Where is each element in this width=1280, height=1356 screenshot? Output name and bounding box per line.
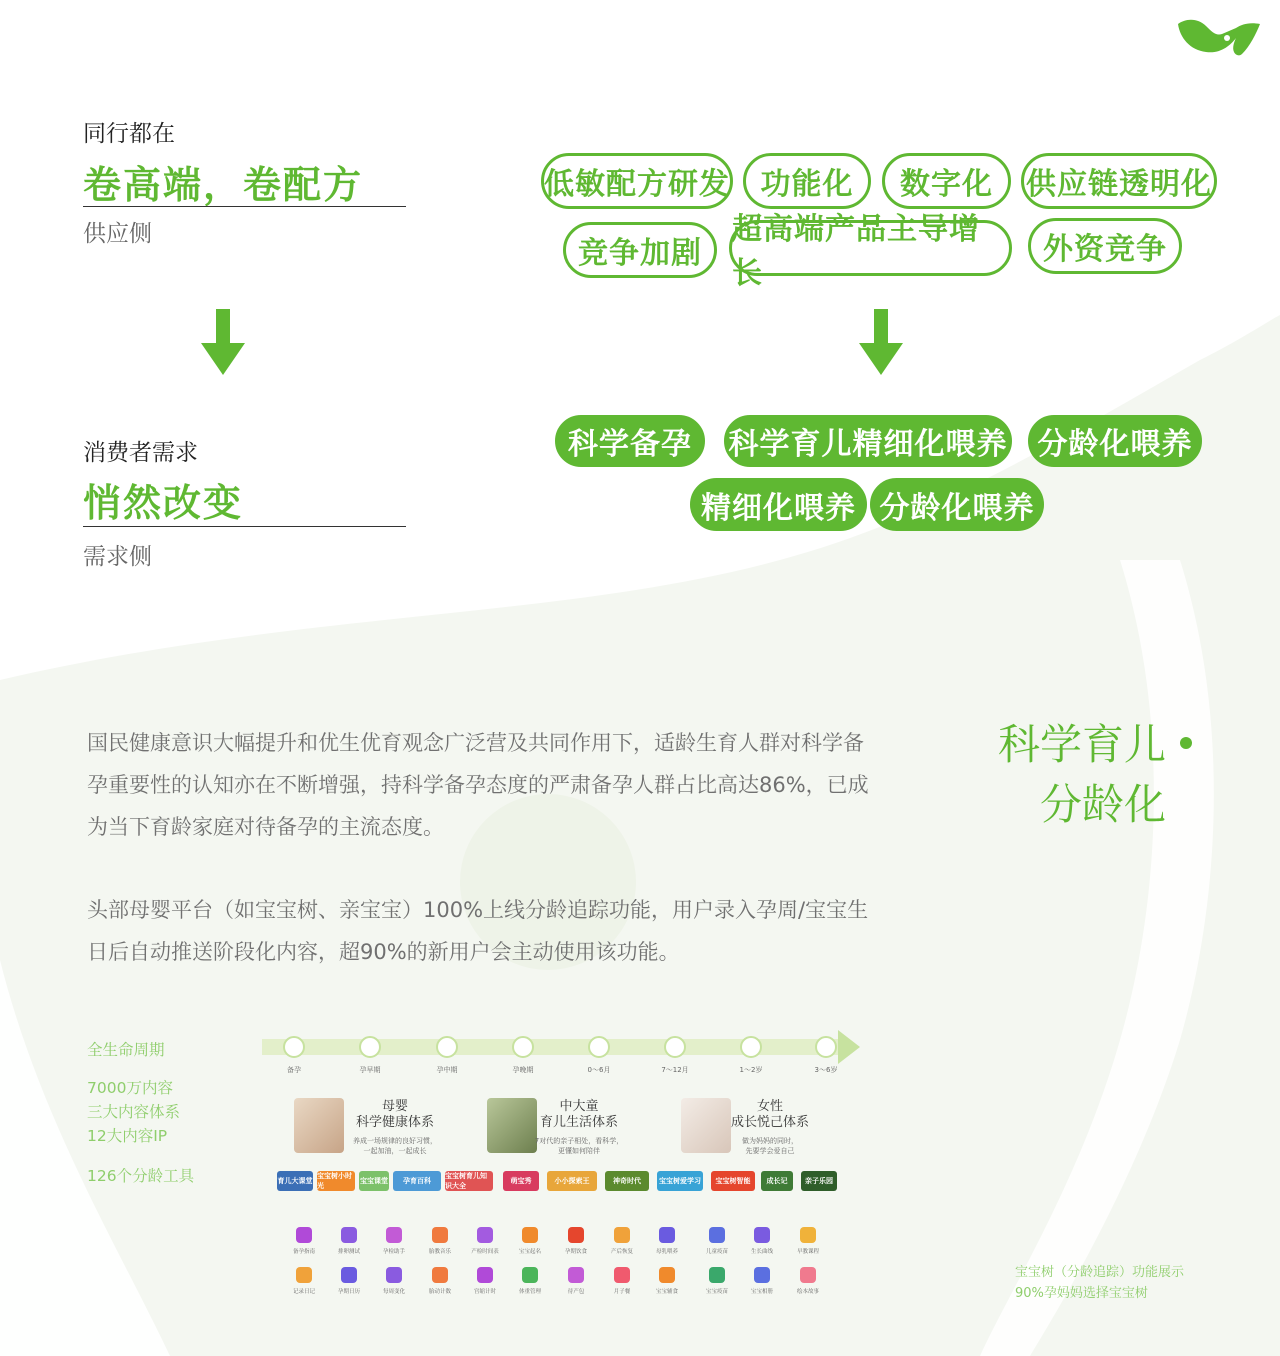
system-desc: 养成一场规律的良好习惯，	[353, 1137, 437, 1145]
tool-icon	[432, 1227, 448, 1243]
ip-logo: 萌宝秀	[503, 1171, 539, 1191]
stage-label: 孕早期	[359, 1066, 381, 1074]
ip-logo: 育儿大课堂	[277, 1171, 313, 1191]
tool-label: 宝宝疫苗	[705, 1289, 728, 1295]
ip-logo: 宝宝课堂	[359, 1171, 389, 1191]
tool-icon	[477, 1267, 493, 1283]
ip-logo: 小小探索王	[547, 1171, 597, 1191]
ip-logo: 神奇时代	[605, 1171, 649, 1191]
tool-icon	[614, 1227, 630, 1243]
supply-tag: 竞争加剧	[563, 222, 717, 278]
system-desc: 更懂如何陪伴	[558, 1147, 600, 1155]
tool-label: 待产包	[567, 1289, 585, 1295]
body-paragraph: 国民健康意识大幅提升和优生优育观念广泛营及共同作用下，适龄生育人群对科学备孕重要性的认知亦在不断增强，持科学备孕态度的严肃备孕人群占比高达86%，已成为当下育龄家庭对待备孕的主流态度。	[87, 731, 869, 839]
supply-tag: 低敏配方研发	[541, 153, 733, 209]
tool-label: 生长曲线	[750, 1249, 773, 1255]
ip-logo: 宝宝树育儿知识大全	[445, 1171, 493, 1191]
figure-caption: 90%孕妈妈选择宝宝树	[1015, 1286, 1148, 1301]
stage-label: 孕中期	[436, 1066, 458, 1074]
tool-icon	[522, 1267, 538, 1283]
tool-icon	[386, 1267, 402, 1283]
tool-icon	[296, 1227, 312, 1243]
tool-icon	[522, 1227, 538, 1243]
stage-icon	[588, 1036, 610, 1058]
down-arrow-icon	[201, 309, 245, 377]
demand-tag: 分龄化喂养	[870, 478, 1044, 531]
brand-logo	[1176, 16, 1262, 58]
stage-label: 7～12月	[661, 1066, 689, 1074]
demand-tag: 分龄化喂养	[1028, 415, 1202, 467]
tool-icon	[659, 1227, 675, 1243]
legend-lifecycle: 全生命周期	[87, 1041, 165, 1059]
demand-tag: 科学育儿精细化喂养	[724, 415, 1012, 467]
tool-label: 体重管理	[518, 1289, 541, 1295]
stage-label: 3～6岁	[814, 1066, 838, 1074]
tool-label: 宝宝相册	[750, 1289, 773, 1295]
stage-label: 0～6月	[587, 1066, 611, 1074]
side-title-line2: 分龄化	[1039, 780, 1166, 829]
tool-icon	[477, 1227, 493, 1243]
supply-tag: 外资竞争	[1028, 218, 1182, 274]
tool-label: 胎动计数	[428, 1289, 451, 1295]
supply-side-label: 供应侧	[83, 221, 152, 247]
tool-label: 早教课程	[796, 1249, 819, 1255]
tool-icon	[754, 1267, 770, 1283]
tool-icon	[341, 1227, 357, 1243]
supply-tag: 超高端产品主导增长	[729, 220, 1012, 276]
supply-tag: 供应链透明化	[1021, 153, 1217, 209]
tool-icon	[800, 1267, 816, 1283]
tool-label: 排卵测试	[337, 1249, 360, 1255]
stage-label: 备孕	[287, 1066, 301, 1074]
demand-side-label: 需求侧	[83, 544, 152, 570]
tool-icon	[614, 1267, 630, 1283]
stage-icon	[664, 1036, 686, 1058]
tool-icon	[568, 1267, 584, 1283]
supply-tag: 数字化	[882, 153, 1011, 209]
demand-tag: 精细化喂养	[690, 478, 867, 531]
tool-label: 胎教音乐	[428, 1249, 451, 1255]
tool-label: 记录日记	[292, 1289, 315, 1295]
tool-label: 宫缩计时	[473, 1289, 496, 1295]
legend-tools: 126个分龄工具	[87, 1167, 195, 1185]
tool-label: 儿童疫苗	[705, 1249, 728, 1255]
tool-icon	[709, 1267, 725, 1283]
tool-label: 孕期日历	[337, 1289, 360, 1295]
stage-icon	[740, 1036, 762, 1058]
system-title: 育儿生活体系	[539, 1115, 618, 1130]
tool-label: 产检时间表	[471, 1249, 499, 1255]
demand-divider	[83, 526, 406, 527]
stage-label: 孕晚期	[512, 1066, 534, 1074]
demand-intro-label: 消费者需求	[83, 440, 198, 466]
legend-stat: 7000万内容	[87, 1079, 173, 1097]
tool-icon	[568, 1227, 584, 1243]
supply-tag: 功能化	[743, 153, 871, 209]
tool-label: 宝宝起名	[518, 1249, 541, 1255]
system-title: 女性	[756, 1099, 783, 1114]
tool-icon	[296, 1267, 312, 1283]
demand-tag: 科学备孕	[555, 415, 705, 467]
tool-label: 母乳喂养	[655, 1249, 678, 1255]
side-title-line1: 科学育儿	[997, 720, 1166, 769]
figure-caption: 宝宝树（分龄追踪）功能展示	[1015, 1265, 1185, 1280]
ip-logo: 成长记	[761, 1171, 793, 1191]
tool-icon	[432, 1267, 448, 1283]
ip-logo: 宝宝树爱学习	[657, 1171, 703, 1191]
legend-stat: 三大内容体系	[87, 1103, 181, 1121]
stage-icon	[436, 1036, 458, 1058]
tool-label: 产后恢复	[610, 1249, 633, 1255]
system-title: 科学健康体系	[355, 1115, 434, 1130]
tool-icon	[754, 1227, 770, 1243]
supply-headline: 卷高端，卷配方	[83, 163, 364, 207]
tool-label: 孕期饮食	[564, 1249, 587, 1255]
stage-icon	[815, 1036, 837, 1058]
system-desc: 7对代的亲子相处，看科学，	[534, 1137, 624, 1145]
tool-label: 宝宝辅食	[655, 1289, 678, 1295]
legend-stat: 12大内容IP	[87, 1127, 168, 1145]
body-paragraph: 头部母婴平台（如宝宝树、亲宝宝）100%上线分龄追踪功能，用户录入孕周/宝宝生日后自动推送阶段化内容，超90%的新用户会主动使用该功能。	[87, 898, 869, 964]
demand-headline: 悄然改变	[83, 481, 244, 525]
stage-icon	[283, 1036, 305, 1058]
tool-label: 孕检助手	[382, 1249, 405, 1255]
system-title: 母婴	[381, 1099, 408, 1114]
supply-divider	[83, 206, 406, 207]
tool-icon	[800, 1227, 816, 1243]
ip-logo: 宝宝树小时光	[317, 1171, 355, 1191]
ip-logo: 亲子乐园	[801, 1171, 837, 1191]
tool-icon	[386, 1227, 402, 1243]
system-desc: 先要学会爱自己	[745, 1147, 795, 1155]
tool-label: 绘本故事	[796, 1289, 819, 1295]
stage-icon	[359, 1036, 381, 1058]
supply-intro-label: 同行都在	[83, 121, 175, 147]
timeline-arrow-icon	[838, 1030, 860, 1064]
system-title: 中大童	[559, 1099, 599, 1114]
ip-logo: 孕育百科	[393, 1171, 441, 1191]
tool-icon	[659, 1267, 675, 1283]
stage-label: 1～2岁	[739, 1066, 763, 1074]
system-title: 成长悦己体系	[730, 1115, 809, 1130]
system-desc: 做为妈妈的同时，	[742, 1137, 798, 1145]
system-desc: 一起加油，一起成长	[363, 1147, 427, 1155]
tool-icon	[341, 1267, 357, 1283]
tool-label: 月子餐	[613, 1289, 631, 1295]
tool-icon	[709, 1227, 725, 1243]
system-photo	[294, 1098, 344, 1153]
tool-label: 备孕指南	[292, 1249, 315, 1255]
stage-icon	[512, 1036, 534, 1058]
tool-label: 每周变化	[382, 1289, 405, 1295]
ip-logo: 宝宝树智能	[711, 1171, 755, 1191]
down-arrow-icon	[859, 309, 903, 377]
title-bullet	[1180, 737, 1192, 749]
